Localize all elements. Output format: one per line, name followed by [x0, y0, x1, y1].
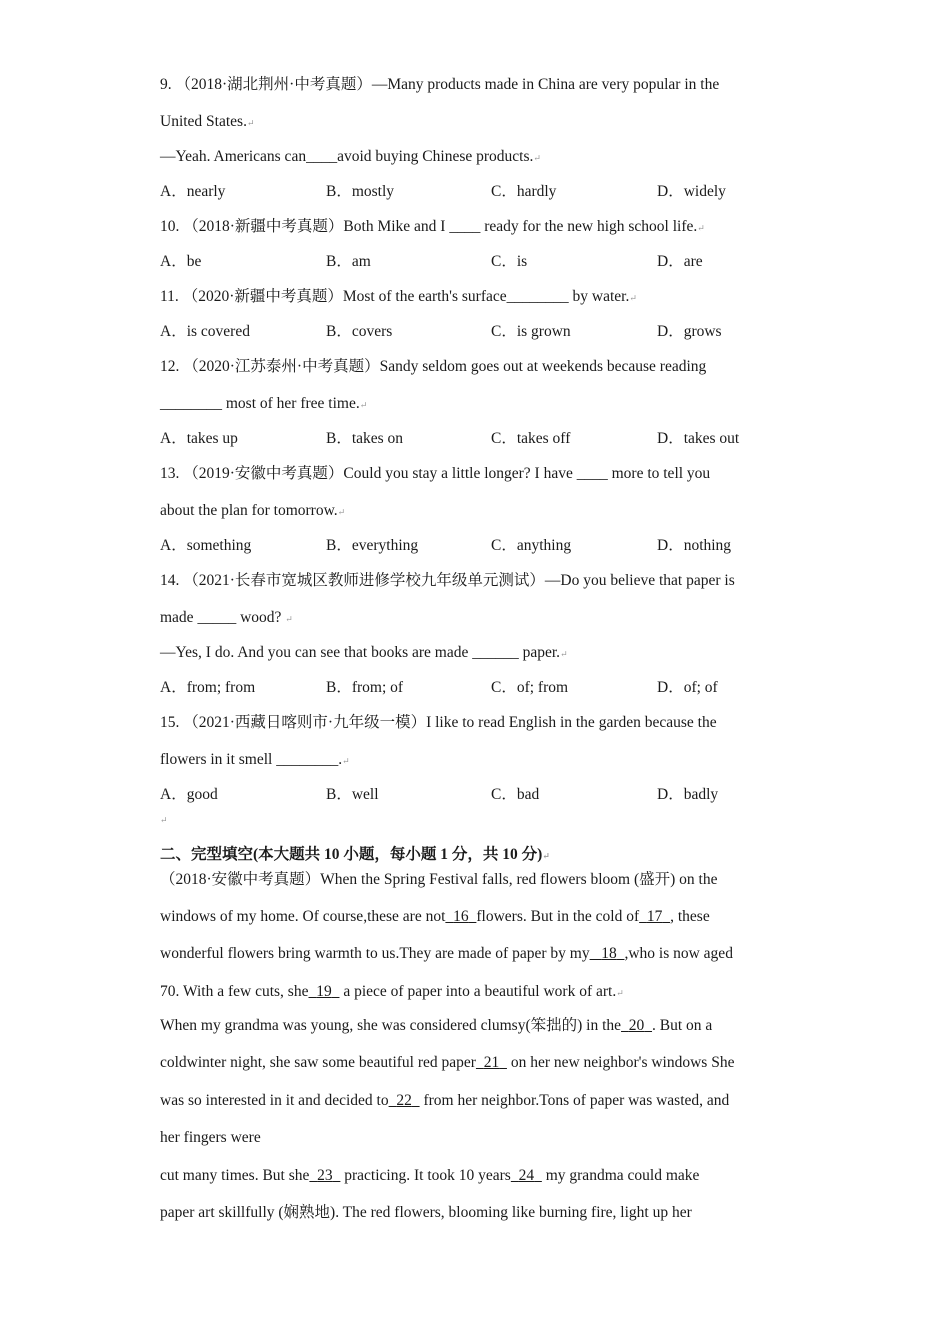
- blank-number: 17: [646, 908, 663, 925]
- question-source: （2019·安徽中考真题）: [183, 465, 344, 482]
- question-text: —Yeah. Americans can____avoid buying Chinese products.: [160, 148, 534, 165]
- passage-line: 70. With a few cuts, she 19 a piece of paper into a beautiful work of art.↵: [160, 983, 624, 1000]
- option-d[interactable]: D．nothing: [657, 537, 732, 554]
- question-14-stem-cont: made _____ wood? ↵: [160, 609, 293, 626]
- passage-text: ,who is now aged: [624, 945, 733, 962]
- question-15-stem-cont: flowers in it smell ________.↵: [160, 751, 350, 768]
- question-source: （2021·长春市宽城区教师进修学校九年级单元测试）: [183, 572, 545, 589]
- blank-23[interactable]: [309, 1167, 340, 1184]
- blank-number: 22: [396, 1092, 412, 1109]
- option-c[interactable]: C．is: [491, 253, 528, 270]
- passage-text: wonderful flowers bring warmth to us.They are made of paper by my: [160, 945, 590, 962]
- passage-text: . But on a: [652, 1017, 713, 1034]
- option-a[interactable]: A．something: [160, 537, 252, 554]
- passage-text: flowers. But in the cold of: [476, 908, 640, 925]
- option-d[interactable]: D．badly: [657, 786, 719, 803]
- question-15-options: [160, 785, 800, 805]
- option-b[interactable]: B．takes on: [326, 430, 404, 447]
- question-number: 11.: [160, 288, 179, 305]
- question-source: （2021·西藏日喀则市·九年级一模）: [183, 714, 427, 731]
- blank-number: 24: [518, 1167, 535, 1184]
- question-source: （2020·江苏泰州·中考真题）: [183, 358, 380, 375]
- question-source: （2018·新疆中考真题）: [183, 218, 344, 235]
- blank-number: 19: [316, 983, 332, 1000]
- blank-22[interactable]: [389, 1092, 420, 1109]
- passage-line: [160, 944, 733, 964]
- question-9-reply: —Yeah. Americans can____avoid buying Chinese products.↵: [160, 148, 541, 165]
- passage-line: [160, 1016, 712, 1036]
- option-a[interactable]: A．nearly: [160, 183, 226, 200]
- passage-text: on her new neighbor's windows She: [506, 1054, 735, 1071]
- question-source: （2018·湖北荆州·中考真题）: [175, 76, 372, 93]
- passage-text: coldwinter night, she saw some beautiful red paper: [160, 1054, 476, 1071]
- option-b[interactable]: B．from; of: [326, 679, 404, 696]
- question-text: Sandy seldom goes out at weekends because reading: [379, 358, 707, 375]
- question-number: 9.: [160, 76, 172, 93]
- passage-text: cut many times. But she: [160, 1167, 310, 1184]
- option-c[interactable]: C．takes off: [491, 430, 571, 447]
- question-text: Could you stay a little longer? I have ____ more to tell you: [343, 465, 711, 482]
- passage-text: When my grandma was young, she was considered clumsy(笨拙的) in the: [160, 1017, 622, 1034]
- question-number: 10.: [160, 218, 180, 235]
- passage-line: [160, 870, 718, 890]
- question-14-stem: [160, 571, 735, 591]
- option-c[interactable]: C．of; from: [491, 679, 569, 696]
- passage-line: [160, 1053, 734, 1073]
- question-14-options: [160, 678, 800, 698]
- option-a[interactable]: A．be: [160, 253, 202, 270]
- blank-number: 23: [317, 1167, 333, 1184]
- option-d[interactable]: D．are: [657, 253, 703, 270]
- passage-text: my grandma could make: [541, 1167, 700, 1184]
- question-13-stem: [160, 464, 710, 484]
- question-text: about the plan for tomorrow.: [160, 502, 338, 519]
- question-15-stem: [160, 713, 717, 733]
- passage-line: [160, 1166, 699, 1186]
- passage-line: [160, 1203, 692, 1223]
- option-c[interactable]: C．anything: [491, 537, 572, 554]
- option-d[interactable]: D．of; of: [657, 679, 718, 696]
- option-b[interactable]: B．everything: [326, 537, 419, 554]
- question-13-stem-cont: about the plan for tomorrow.↵: [160, 502, 346, 519]
- blank-24[interactable]: [511, 1167, 542, 1184]
- option-c[interactable]: C．is grown: [491, 323, 571, 340]
- option-a[interactable]: A．good: [160, 786, 218, 803]
- question-12-stem: [160, 357, 706, 377]
- question-text: —Many products made in China are very popular in the: [371, 76, 720, 93]
- option-a[interactable]: A．from; from: [160, 679, 256, 696]
- blank-number: 18: [601, 945, 617, 962]
- question-11-stem: 11. （2020·新疆中考真题）Most of the earth's surface________ by water.↵: [160, 288, 637, 305]
- option-b[interactable]: B．am: [326, 253, 371, 270]
- question-text: —Do you believe that paper is: [544, 572, 735, 589]
- question-14-reply: —Yes, I do. And you can see that books are made ______ paper.↵: [160, 644, 568, 661]
- question-9-stem: [160, 75, 719, 95]
- question-9-options: [160, 182, 800, 202]
- option-d[interactable]: D．grows: [657, 323, 722, 340]
- option-c[interactable]: C．bad: [491, 786, 540, 803]
- passage-text: was so interested in it and decided to: [160, 1092, 389, 1109]
- option-b[interactable]: B．covers: [326, 323, 393, 340]
- option-c[interactable]: C．hardly: [491, 183, 557, 200]
- question-13-options: [160, 536, 800, 556]
- question-text: I like to read English in the garden because the: [426, 714, 717, 731]
- passage-text: a piece of paper into a beautiful work of art.: [339, 983, 617, 1000]
- option-d[interactable]: D．takes out: [657, 430, 740, 447]
- question-number: 12.: [160, 358, 180, 375]
- question-9-stem-cont: United States.↵: [160, 113, 255, 130]
- question-number: 14.: [160, 572, 180, 589]
- blank-18[interactable]: [590, 945, 625, 962]
- blank-number: 16: [453, 908, 469, 925]
- question-text: flowers in it smell ________.: [160, 751, 343, 768]
- blank-19[interactable]: [308, 983, 339, 1000]
- passage-text: from her neighbor.Tons of paper was wasted, and: [419, 1092, 730, 1109]
- question-text: ________ most of her free time.: [160, 395, 360, 412]
- passage-text: practicing. It took 10 years: [340, 1167, 511, 1184]
- question-text: United States.: [160, 113, 247, 130]
- option-a[interactable]: A．takes up: [160, 430, 238, 447]
- option-d[interactable]: D．widely: [657, 183, 726, 200]
- passage-line: [160, 907, 710, 927]
- question-number: 13.: [160, 465, 180, 482]
- paragraph-mark: ↵: [160, 815, 168, 825]
- question-text: made _____ wood?: [160, 609, 286, 626]
- question-12-stem-cont: ________ most of her free time.↵: [160, 395, 368, 412]
- option-a[interactable]: A．is covered: [160, 323, 250, 340]
- passage-text: （2018·安徽中考真题）When the Spring Festival falls, red flowers bloom (盛开) on the: [160, 871, 718, 888]
- passage-text: , these: [670, 908, 710, 925]
- passage-text: her fingers were: [160, 1129, 261, 1146]
- question-text: Both Mike and I ____ ready for the new high school life.: [343, 218, 698, 235]
- blank-16[interactable]: [445, 908, 476, 925]
- option-b[interactable]: B．mostly: [326, 183, 395, 200]
- blank-number: 21: [483, 1054, 500, 1071]
- question-text: Most of the earth's surface________ by water.: [342, 288, 630, 305]
- question-text: —Yes, I do. And you can see that books are made ______ paper.: [160, 644, 561, 661]
- blank-21[interactable]: [476, 1054, 507, 1071]
- blank-17[interactable]: [639, 908, 670, 925]
- question-number: 15.: [160, 714, 180, 731]
- passage-text: paper art skillfully (娴熟地). The red flowers, blooming like burning fire, light up her: [160, 1204, 692, 1221]
- question-source: （2020·新疆中考真题）: [182, 288, 343, 305]
- passage-text: 70. With a few cuts, she: [160, 983, 309, 1000]
- passage-line: [160, 1091, 729, 1111]
- question-11-options: [160, 322, 800, 342]
- question-10-options: [160, 252, 800, 272]
- option-b[interactable]: B．well: [326, 786, 379, 803]
- section-heading-text: 二、完型填空(本大题共 10 小题，每小题 1 分，共 10 分): [160, 846, 543, 863]
- section-heading: 二、完型填空(本大题共 10 小题，每小题 1 分，共 10 分)↵: [160, 846, 550, 863]
- blank-20[interactable]: [621, 1017, 652, 1034]
- question-12-options: [160, 429, 800, 449]
- blank-number: 20: [628, 1017, 645, 1034]
- question-10-stem: 10. （2018·新疆中考真题）Both Mike and I ____ ready for the new high school life.↵: [160, 218, 705, 235]
- passage-line: [160, 1128, 261, 1148]
- passage-text: windows of my home. Of course,these are not: [160, 908, 446, 925]
